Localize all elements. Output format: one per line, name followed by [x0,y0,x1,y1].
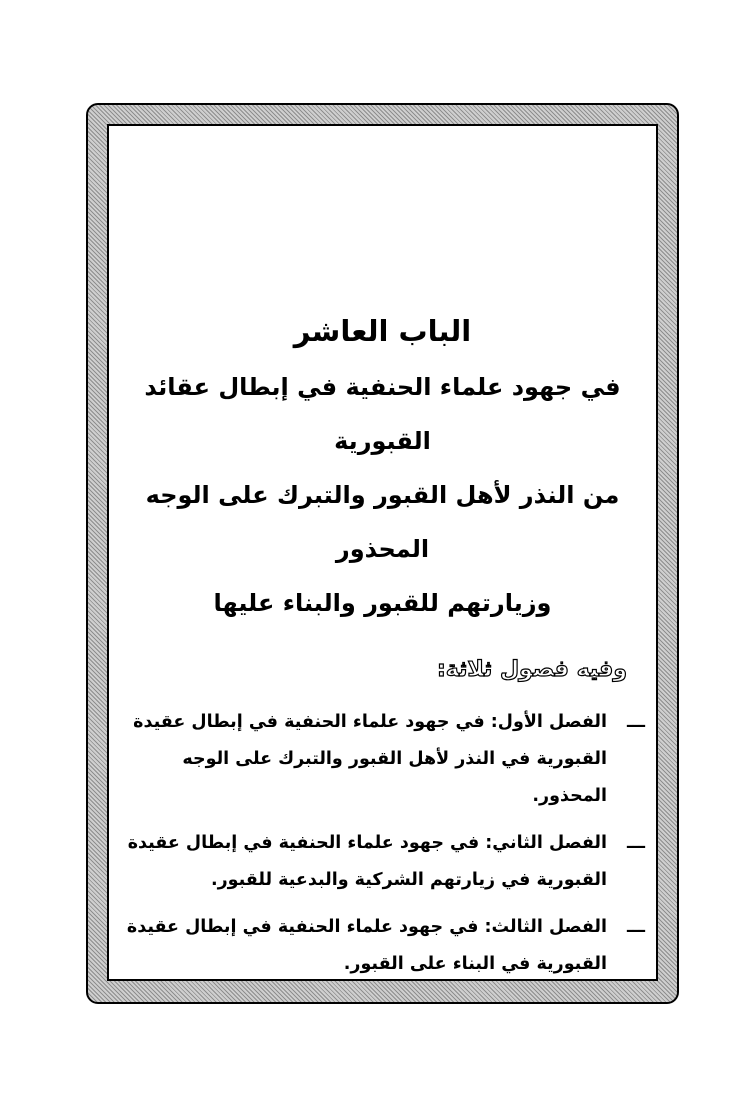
chapter-subtitle-line-2: من النذر لأهل القبور والتبرك على الوجه المحذور [145,481,620,563]
section-text-3: الفصل الثالث: في جهود علماء الحنفية في إبطال عقيدة القبورية في البناء على القبور. [126,917,607,974]
section-dash-1: ـــ [627,712,645,732]
section-text-2: الفصل الثاني: في جهود علماء الحنفية في إبطال عقيدة القبورية في زيارتهم الشركية والبدعية للقبور. [127,833,607,890]
section-item-3 [120,909,645,983]
sections-intro: وفيه فصول ثلاثة: [436,657,627,682]
sections-list [120,704,645,983]
section-dash-3: ـــ [627,917,645,937]
chapter-subtitle-line-1: في جهود علماء الحنفية في إبطال عقائد القبورية [144,373,621,455]
chapter-content [120,300,645,993]
section-text-1: الفصل الأول: في جهود علماء الحنفية في إبطال عقيدة القبورية في النذر لأهل القبور والتبرك على الوجه المحذور. [133,712,607,806]
chapter-title: الباب العاشر [293,314,472,348]
chapter-subtitle-line-3: وزيارتهم للقبور والبناء عليها [213,589,552,617]
section-dash-2: ـــ [627,833,645,853]
section-item-1 [120,704,645,815]
section-item-2 [120,825,645,899]
chapter-subtitle [120,360,645,630]
